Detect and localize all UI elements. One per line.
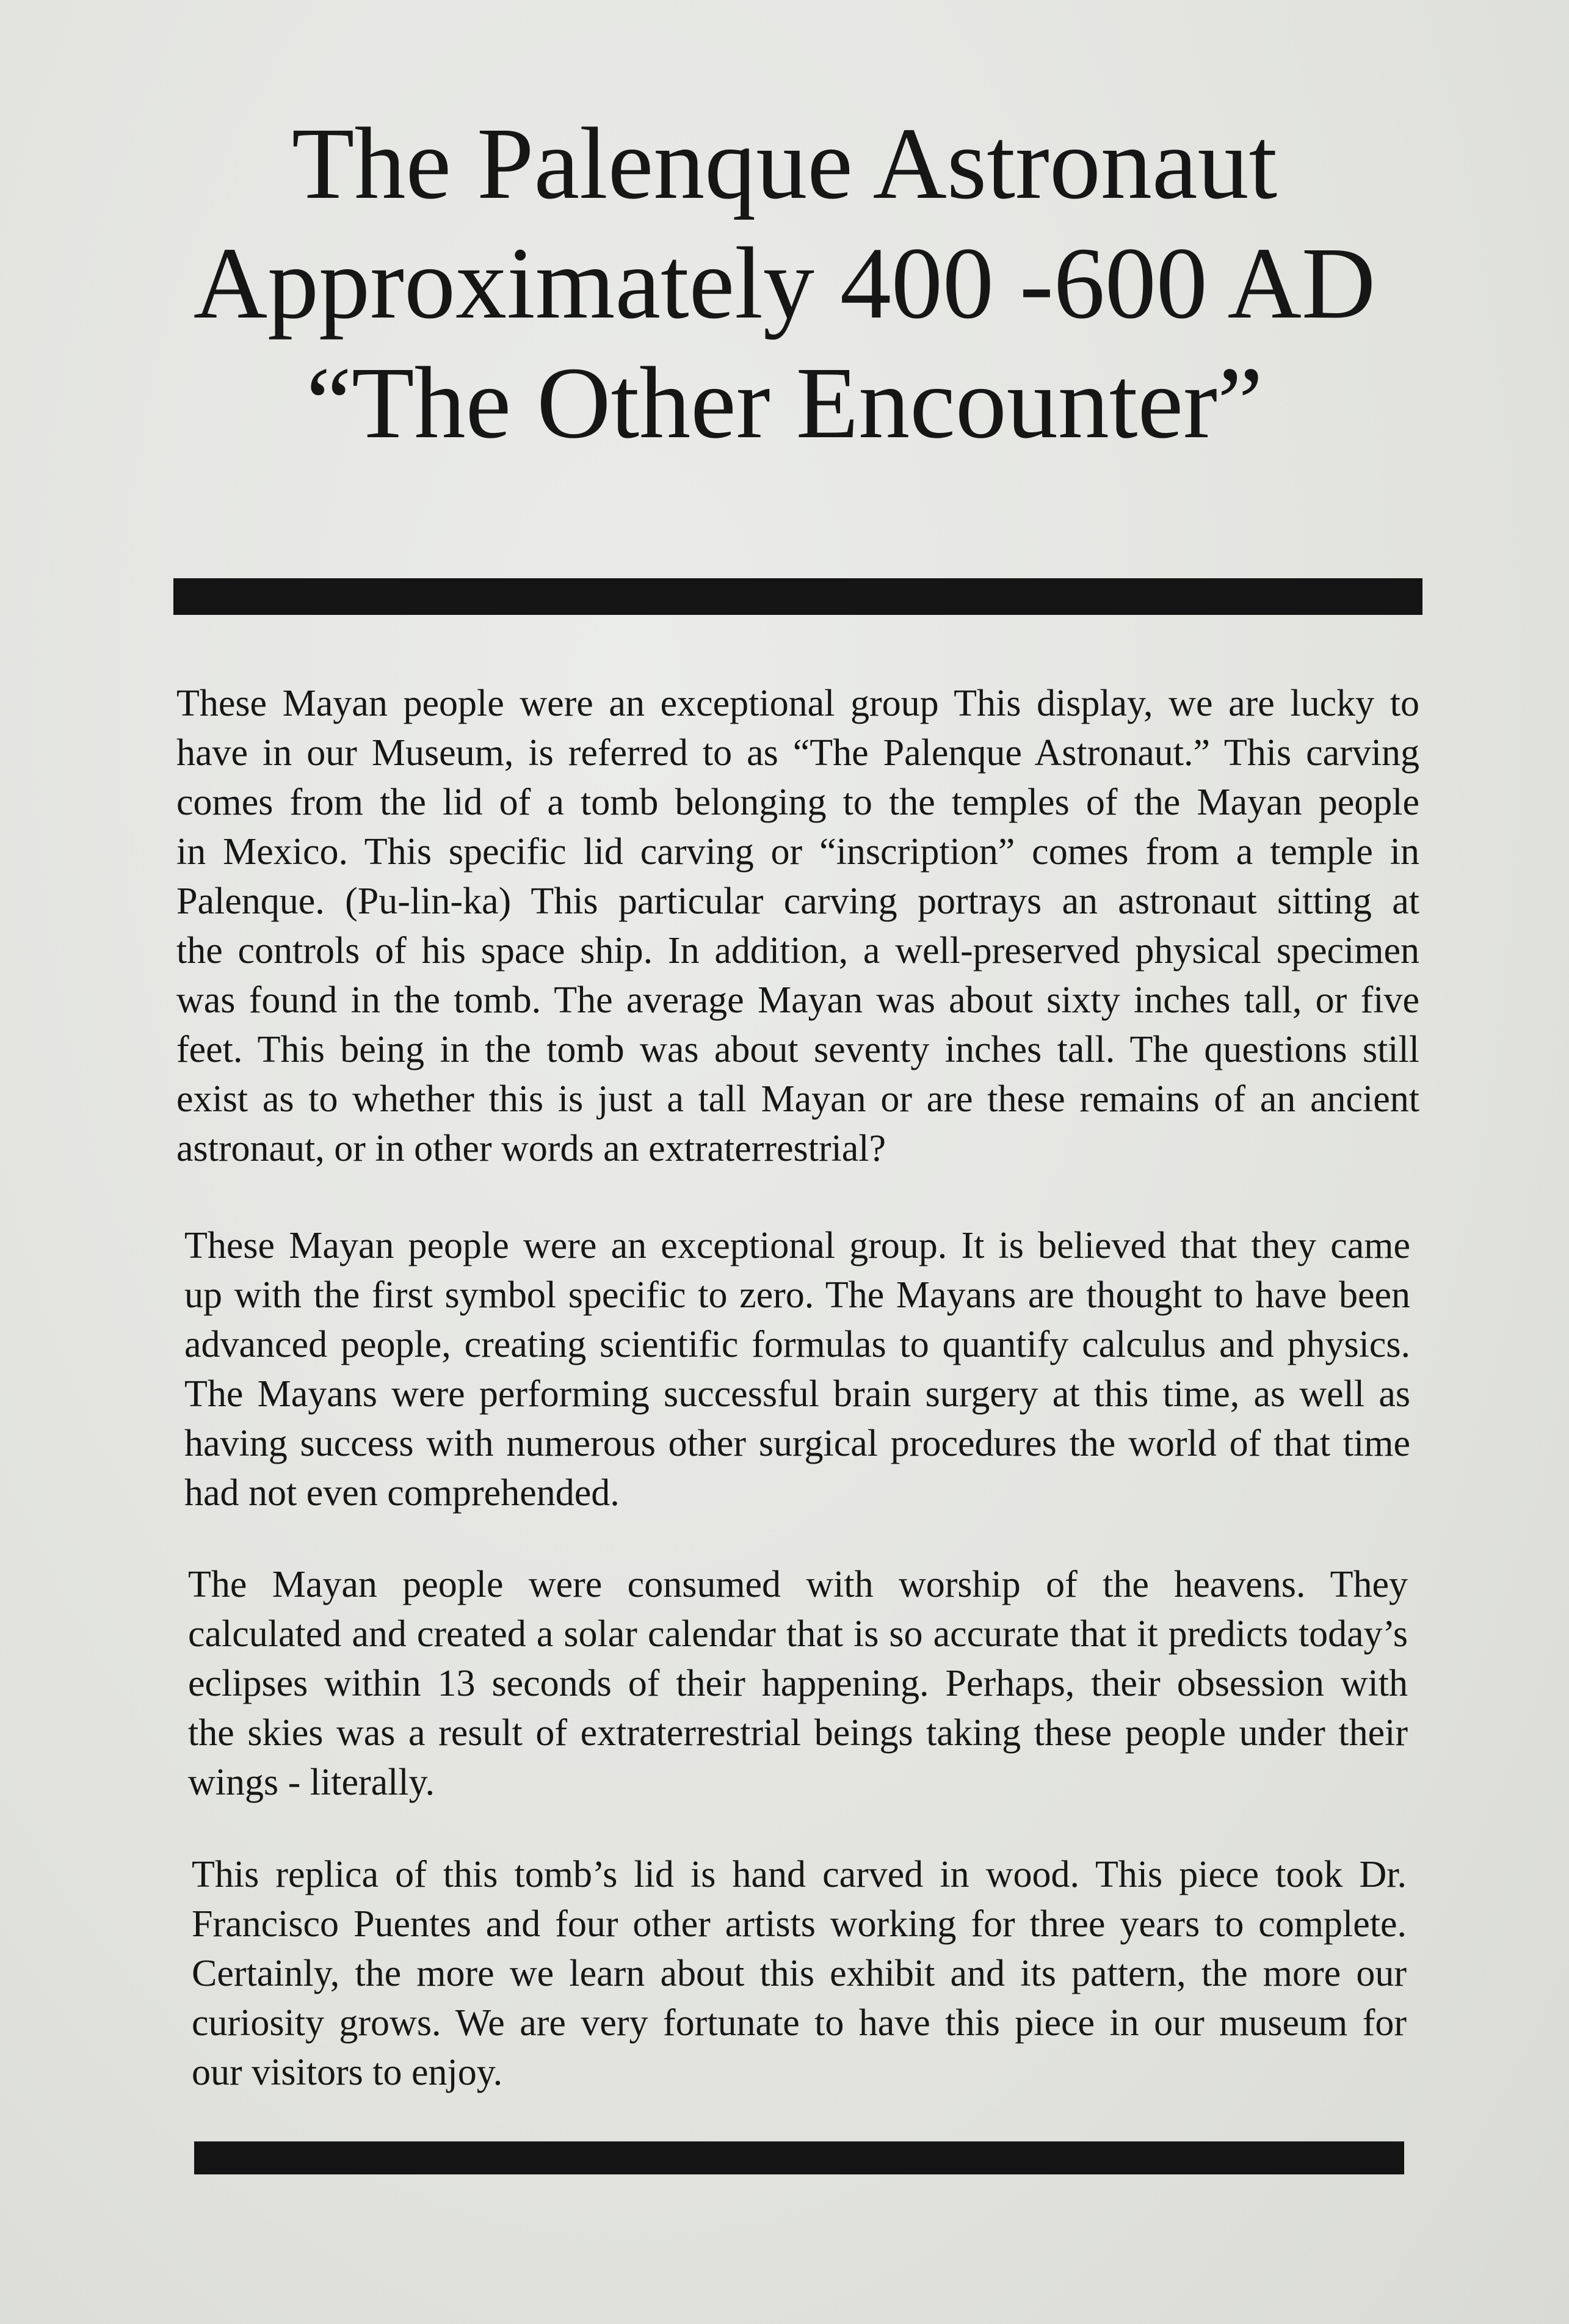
paragraph-line: The Mayans were performing successful brain surgery at this time, as well as (184, 1373, 1410, 1415)
top-divider-bar (173, 578, 1422, 615)
paragraph-line: the controls of his space ship. In addition, a well-preserved physical specimen (176, 930, 1419, 971)
paragraph-line: the skies was a result of extraterrestrial beings taking these people under their (188, 1712, 1408, 1754)
paragraph-line: Francisco Puentes and four other artists working for three years to complete. (192, 1903, 1407, 1945)
paragraph-line: These Mayan people were an exceptional group. It is believed that they came (184, 1225, 1410, 1266)
paragraph-line: our visitors to enjoy. (192, 2052, 503, 2093)
paragraph-line: astronaut, or in other words an extraterrestrial? (176, 1128, 886, 1169)
title-line: The Palenque Astronaut (291, 107, 1278, 220)
paragraph-line: have in our Museum, is referred to as “The Palenque Astronaut.” This carving (176, 732, 1419, 774)
paragraph-line: comes from the lid of a tomb belonging to the temples of the Mayan people (176, 782, 1419, 823)
bottom-divider-bar (194, 2141, 1404, 2174)
paragraph-line: Palenque. (Pu-lin-ka) This particular carving portrays an astronaut sitting at (176, 881, 1419, 922)
paragraph-line: eclipses within 13 seconds of their happening. Perhaps, their obsession with (188, 1663, 1408, 1704)
paragraph-line: was found in the tomb. The average Mayan was about sixty inches tall, or five (176, 979, 1419, 1021)
paragraph-line: These Mayan people were an exceptional group This display, we are lucky to (176, 683, 1419, 724)
paragraph-line: in Mexico. This specific lid carving or “inscription” comes from a temple in (176, 831, 1419, 873)
title-line: Approximately 400 -600 AD (193, 227, 1376, 340)
paragraph-replica (192, 1850, 1407, 2097)
paragraph-line: calculated and created a solar calendar that is so accurate that it predicts today’s (188, 1613, 1408, 1655)
paragraph-achievements (184, 1221, 1410, 1518)
paragraph-line: having success with numerous other surgical procedures the world of that time (184, 1423, 1410, 1464)
placard-title (0, 104, 1569, 463)
paragraph-line: feet. This being in the tomb was about seventy inches tall. The questions still (176, 1029, 1419, 1070)
paragraph-line: exist as to whether this is just a tall Mayan or are these remains of an ancient (176, 1078, 1419, 1120)
paragraph-line: curiosity grows. We are very fortunate to have this piece in our museum for (192, 2002, 1407, 2044)
paragraph-line: advanced people, creating scientific formulas to quantify calculus and physics. (184, 1324, 1410, 1365)
paragraph-heavens (188, 1560, 1408, 1807)
paragraph-line: This replica of this tomb’s lid is hand carved in wood. This piece took Dr. (192, 1854, 1407, 1895)
paragraph-line: Certainly, the more we learn about this exhibit and its pattern, the more our (192, 1953, 1407, 1994)
paragraph-intro (176, 679, 1419, 1174)
paragraph-line: up with the first symbol specific to zero. The Mayans are thought to have been (184, 1274, 1410, 1316)
paragraph-line: wings - literally. (188, 1762, 435, 1803)
paragraph-line: The Mayan people were consumed with worship of the heavens. They (188, 1564, 1408, 1605)
paragraph-line: had not even comprehended. (184, 1472, 620, 1514)
title-line: “The Other Encounter” (306, 346, 1263, 460)
